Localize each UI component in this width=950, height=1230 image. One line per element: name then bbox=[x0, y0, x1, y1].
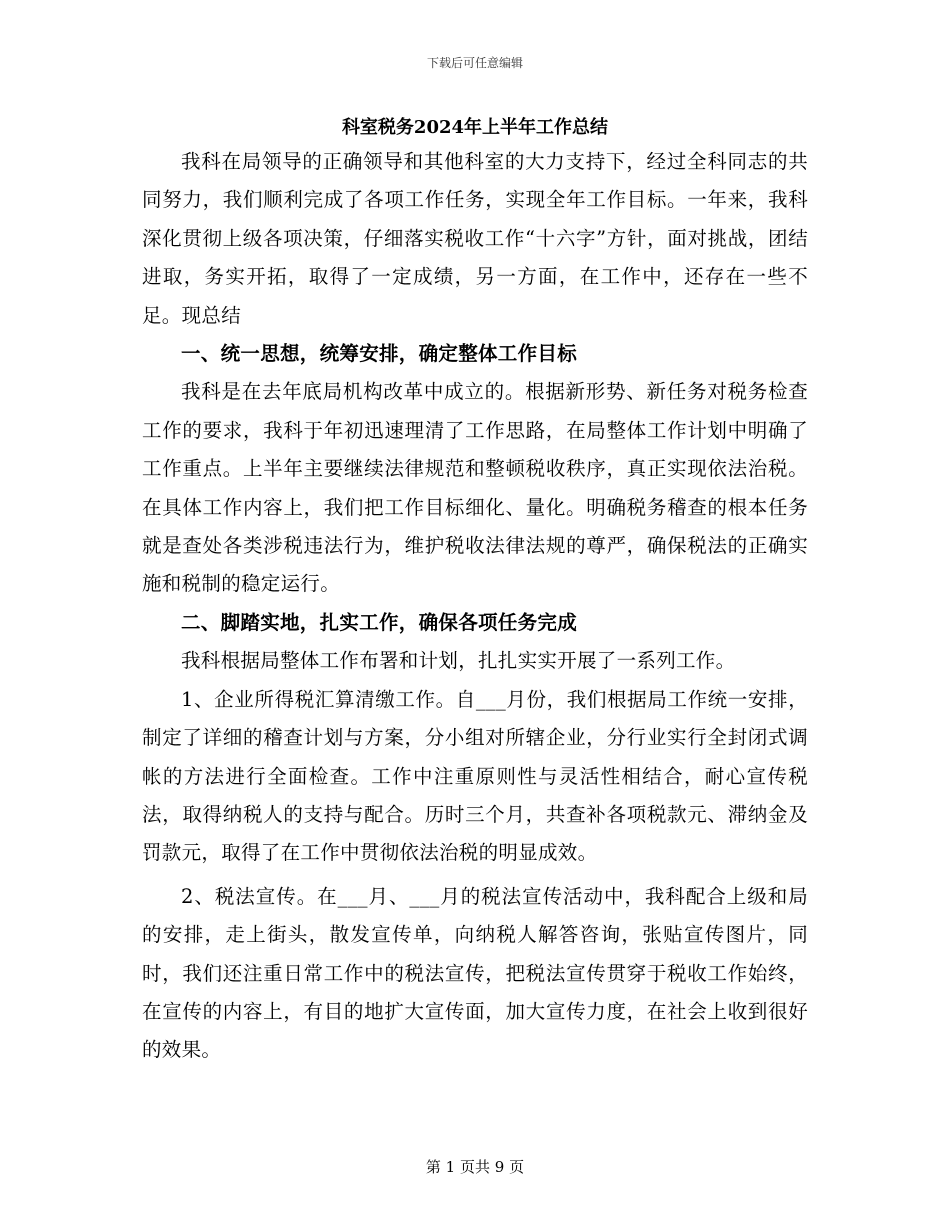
item-1-paragraph: 1、企业所得税汇算清缴工作。自___月份，我们根据局工作统一安排，制定了详细的稽查计划与方案，分小组对所辖企业，分行业实行全封闭式调帐的方法进行全面检查。工作中注重原则性与灵活性相结合，耐心宣传税法，取得纳税人的支持与配合。历时三个月，共查补各项税款元、滞纳金及罚款元，取得了在工作中贯彻依法治税的明显成效。 bbox=[142, 687, 808, 865]
document-title: 科室税务2024年上半年工作总结 bbox=[341, 117, 609, 138]
section-heading-2: 二、脚踏实地，扎实工作，确保各项任务完成 bbox=[181, 610, 578, 634]
intro-paragraph: 我科在局领导的正确领导和其他科室的大力支持下，经过全科同志的共同努力，我们顺利完成了各项工作任务，实现全年工作目标。一年来，我科深化贯彻上级各项决策，仔细落实税收工作“十六字”方针，面对挑战，团结进取，务实开拓，取得了一定成绩，另一方面，在工作中，还存在一些不足。现总结 bbox=[142, 150, 808, 327]
document-body bbox=[142, 113, 808, 1070]
page-footer: 第 1 页共 9 页 bbox=[425, 1158, 525, 1176]
page-header: 下载后可任意编辑 bbox=[426, 56, 523, 70]
section-heading-1: 一、统一思想，统筹安排，确定整体工作目标 bbox=[181, 342, 578, 366]
section-2-intro-paragraph: 我科根据局整体工作布署和计划，扎扎实实开展了一系列工作。 bbox=[181, 649, 736, 673]
section-1-paragraph: 我科是在去年底局机构改革中成立的。根据新形势、新任务对税务检查工作的要求，我科于年初迅速理清了工作思路，在局整体工作计划中明确了工作重点。上半年主要继续法律规范和整顿税收秩序，真正实现依法治税。在具体工作内容上，我们把工作目标细化、量化。明确税务稽查的根本任务就是查处各类涉税违法行为，维护税收法律法规的尊严，确保税法的正确实施和税制的稳定运行。 bbox=[142, 380, 808, 596]
item-2-paragraph: 2、税法宣传。在___月、___月的税法宣传活动中，我科配合上级和局的安排，走上街头，散发宣传单，向纳税人解答咨询，张贴宣传图片，同时，我们还注重日常工作中的税法宣传，把税法宣传贯穿于税收工作始终，在宣传的内容上，有目的地扩大宣传面，加大宣传力度，在社会上收到很好的效果。 bbox=[142, 884, 808, 1062]
